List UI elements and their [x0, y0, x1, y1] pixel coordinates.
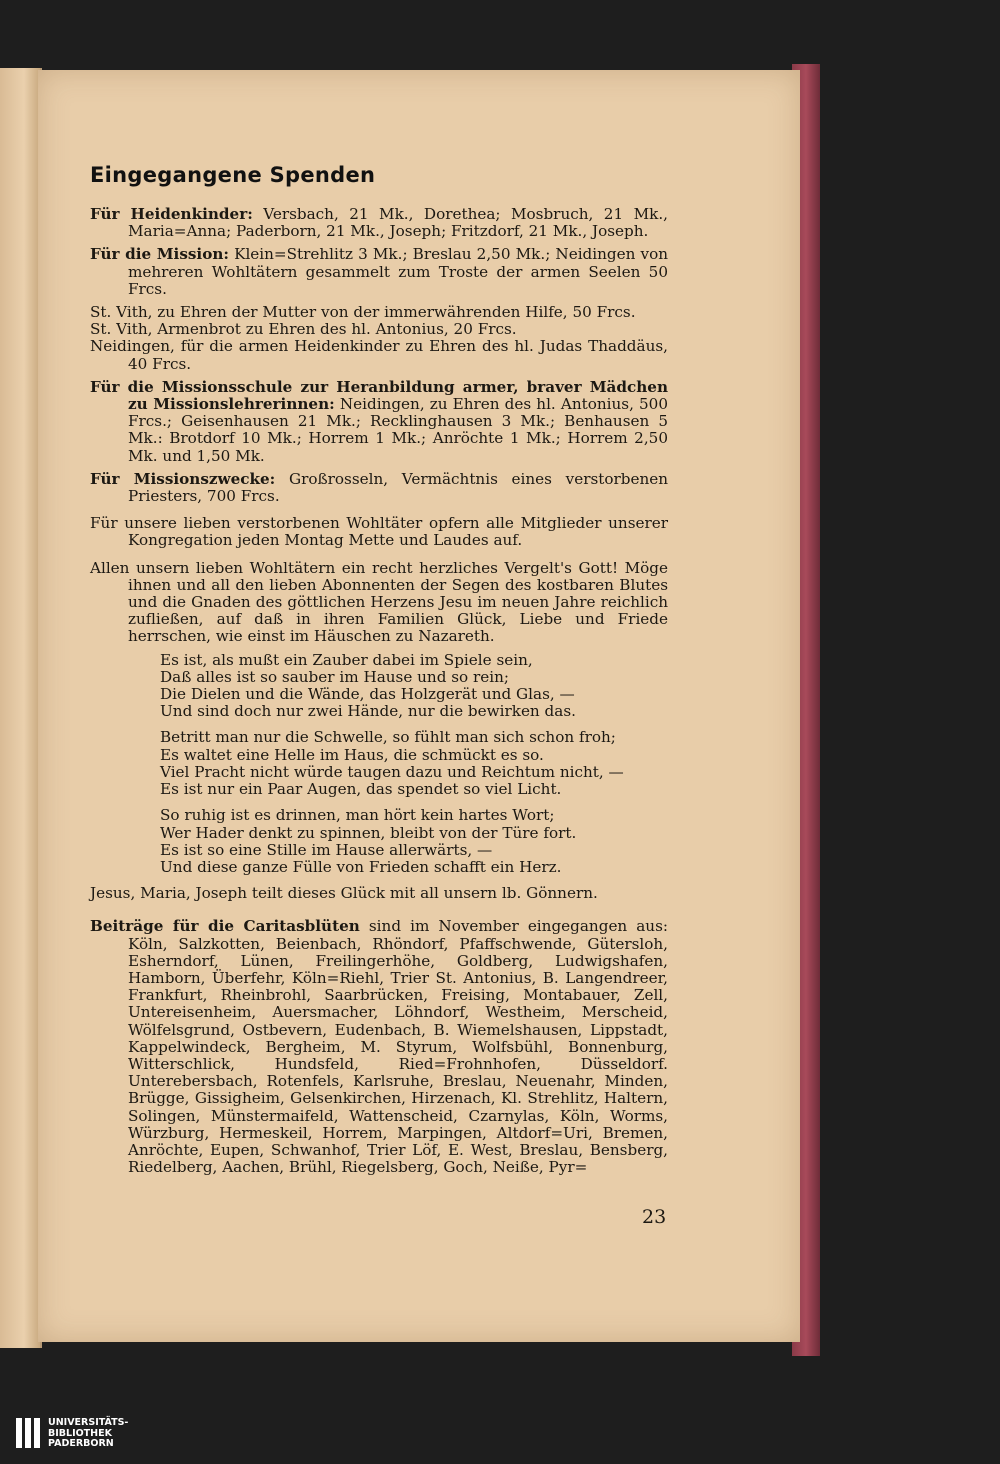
prayer-paragraph: Für unsere lieben verstorbenen Wohltäter opfern alle Mitglieder unserer Kongregation jeden Montag Mette und Laudes auf. — [90, 514, 668, 550]
poem-line: Viel Pracht nicht würde taugen dazu und Reichtum nicht, — — [160, 762, 624, 781]
poem-line: So ruhig ist es drinnen, man hört kein hartes Wort; — [160, 806, 555, 825]
poem-line: Es ist nur ein Paar Augen, das spendet so viel Licht. — [160, 780, 562, 799]
poem-line: Es waltet eine Helle im Haus, die schmückt es so. — [160, 745, 544, 764]
poem-line: Es ist, als mußt ein Zauber dabei im Spiele sein, — [160, 650, 533, 669]
poem-line: Wer Hader denkt zu spinnen, bleibt von der Türe fort. — [160, 823, 577, 842]
poem-stanza — [160, 652, 668, 721]
closing-line: Jesus, Maria, Joseph teilt dieses Glück mit all unsern lb. Gönnern. — [90, 884, 598, 903]
poem — [160, 652, 668, 876]
thanks-paragraph: Allen unsern lieben Wohltätern ein recht herzliches Vergelt's Gott! Möge ihnen und all den lieben Abonnenten der Segen des kostbaren Blutes und die Gnaden des göttlichen Herzens Jesu im neuen Jahre reichlich zufließen, auf daß in ihren Familien Glück, Liebe und Friede herrschen, wie einst im Häuschen zu Nazareth. — [90, 558, 668, 646]
library-logo-icon — [16, 1418, 40, 1448]
facing-page-edge — [0, 68, 42, 1348]
caritas-entry: Beiträge für die Caritasblüten sind im November eingegangen aus: Köln, Salzkotten, Beienbach, Rhöndorf, Pfaffschwende, Gütersloh, Esherndorf, Lünen, Freilingerhöhe, Goldberg, Ludwigshafen, Hamborn, Überfehr, Köln=Riehl, Trier St. Antonius, B. Langendreer, Frankfurt, Rheinbrohl, Saarbrücken, Freising, Montabauer, Zell, Untereisenheim, Auersmacher, Löhndorf, Westheim, Merscheid, Wölfelsgrund, Ostbevern, Eudenbach, B. Wiemelshausen, Lippstadt, Kappelwindeck, Bergheim, M. Styrum, Wolfsbühl, Bonnenburg, Witterschlick, Hundsfeld, Ried=Frohnhofen, Düsseldorf. Unterebersbach, Rotenfels, Karlsruhe, Breslau, Neuenahr, Minden, Brügge, Gissigheim, Gelsenkirchen, Hirzenach, Kl. Strehlitz, Haltern, Solingen, Münstermaifeld, Wattenscheid, Czarnylas, Köln, Worms, Würzburg, Hermeskeil, Horrem, Marpingen, Altdorf=Uri, Bremen, Anröchte, Eupen, Schwanhof, Trier Löf, E. West, Breslau, Bensberg, Riedelberg, Aachen, Brühl, Riegelsberg, Goch, Neiße, Pyr= — [90, 917, 669, 1177]
donation-entry: Für Heidenkinder: Versbach, 21 Mk., Dorethea; Mosbruch, 21 Mk., Maria=Anna; Paderborn, 21 Mk., Joseph; Fritzdorf, 21 Mk., Joseph. — [90, 205, 668, 241]
poem-line: Und diese ganze Fülle von Frieden schafft ein Herz. — [160, 857, 562, 876]
poem-line: Und sind doch nur zwei Hände, nur die bewirken das. — [160, 702, 576, 721]
poem-line: Betritt man nur die Schwelle, so fühlt man sich schon froh; — [160, 728, 616, 747]
donation-entry: Für Missionszwecke: Großrosseln, Vermächtnis eines verstorbenen Priesters, 700 Frcs. — [90, 469, 669, 506]
poem-line: Die Dielen und die Wände, das Holzgerät und Glas, — — [160, 685, 575, 704]
poem-stanza — [160, 807, 668, 876]
poem-line: Es ist so eine Stille im Hause allerwärts, — — [160, 840, 493, 859]
page-content — [90, 206, 668, 1176]
donation-entry: St. Vith, zu Ehren der Mutter von der immerwährenden Hilfe, 50 Frcs. — [90, 303, 636, 322]
library-logo-text: UNIVERSITÄTS- BIBLIOTHEK PADERBORN — [48, 1417, 129, 1449]
poem-line: Daß alles ist so sauber im Hause und so rein; — [160, 667, 510, 686]
page-number: 23 — [642, 1206, 667, 1228]
donation-entry: Für die Missionsschule zur Heranbildung armer, braver Mädchen zu Missionslehrerinnen: Neidingen, zu Ehren des hl. Antonius, 500 Frcs.; Geisenhausen 21 Mk.; Recklinghausen 3 Mk.; Benhausen 5 Mk.: Brotdorf 10 Mk.; Horrem 1 Mk.; Anröchte 1 Mk.; Horrem 2,50 Mk. und 1,50 Mk. — [90, 377, 669, 465]
donation-entry: Neidingen, für die armen Heidenkinder zu Ehren des hl. Judas Thaddäus, 40 Frcs. — [90, 337, 668, 373]
poem-stanza — [160, 729, 668, 798]
library-logo — [16, 1418, 128, 1450]
donation-entry: Für die Mission: Klein=Strehlitz 3 Mk.; Breslau 2,50 Mk.; Neidingen von mehreren Wohltätern gesammelt zum Troste der armen Seelen 50 Frcs. — [90, 245, 669, 298]
donation-entry: St. Vith, Armenbrot zu Ehren des hl. Antonius, 20 Frcs. — [90, 320, 517, 339]
page-heading: Eingegangene Spenden — [90, 163, 376, 187]
